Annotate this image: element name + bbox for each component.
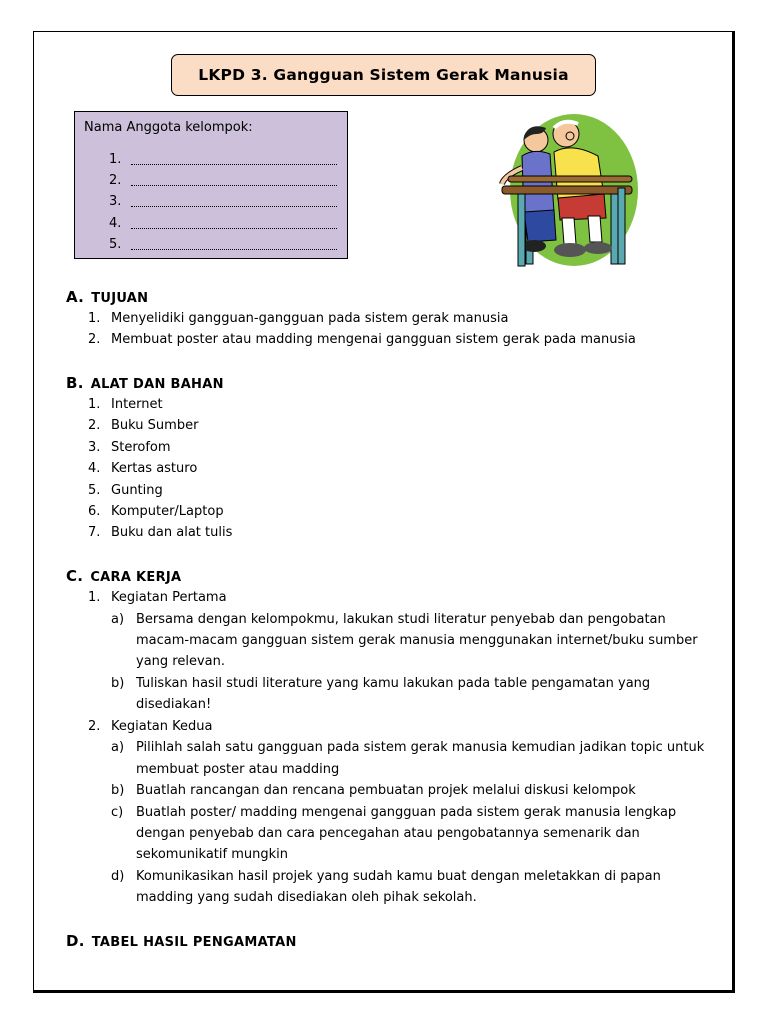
section-title: CARA KERJA bbox=[90, 570, 182, 585]
step-text: membuat poster atau madding bbox=[136, 762, 340, 777]
member-line[interactable] bbox=[109, 194, 337, 212]
section-letter: A. bbox=[66, 288, 85, 306]
item-number: 7. bbox=[88, 525, 101, 540]
item-number: 1. bbox=[88, 590, 101, 605]
members-label: Nama Anggota kelompok: bbox=[84, 120, 253, 135]
member-dotted-line bbox=[131, 185, 337, 186]
member-number: 5. bbox=[109, 237, 122, 252]
member-dotted-line bbox=[131, 206, 337, 207]
title-text: LKPD 3. Gangguan Sistem Gerak Manusia bbox=[198, 66, 569, 84]
member-line[interactable] bbox=[109, 152, 337, 170]
step-text: dengan penyebab dan cara pencegahan atau pengobatannya semenarik dan bbox=[136, 826, 640, 841]
item-number: 3. bbox=[88, 440, 101, 455]
list-item bbox=[88, 332, 100, 347]
member-dotted-line bbox=[131, 228, 337, 229]
list-item-text: Komputer/Laptop bbox=[111, 504, 224, 519]
step-text: Komunikasikan hasil projek yang sudah kamu buat dengan meletakkan di papan bbox=[136, 869, 661, 884]
step-text: Tuliskan hasil studi literature yang kamu lakukan pada table pengamatan yang bbox=[136, 676, 651, 691]
member-number: 4. bbox=[109, 216, 122, 231]
list-item-text: Menyelidiki gangguan-gangguan pada sistem gerak manusia bbox=[111, 311, 509, 326]
step-text: madding yang sudah disediakan oleh pihak sekolah. bbox=[136, 890, 477, 905]
section-letter: D. bbox=[66, 932, 85, 950]
item-number: 1. bbox=[88, 311, 101, 326]
section-title: TABEL HASIL PENGAMATAN bbox=[91, 935, 297, 950]
step-marker: c) bbox=[111, 805, 124, 820]
step-marker: b) bbox=[111, 783, 125, 798]
member-dotted-line bbox=[131, 249, 337, 250]
member-dotted-line bbox=[131, 164, 337, 165]
section-a-heading bbox=[66, 288, 148, 306]
activity-title: Kegiatan Kedua bbox=[111, 719, 213, 734]
section-b-heading bbox=[66, 374, 224, 392]
section-c-heading bbox=[66, 567, 181, 585]
step-marker: b) bbox=[111, 676, 125, 691]
group-members-box bbox=[74, 111, 348, 259]
step-text: yang relevan. bbox=[136, 654, 225, 669]
section-title: ALAT DAN BAHAN bbox=[90, 377, 224, 392]
step-text: sekomunikatif mungkin bbox=[136, 847, 289, 862]
member-number: 1. bbox=[109, 152, 122, 167]
section-letter: B. bbox=[66, 374, 84, 392]
list-item-text: Gunting bbox=[111, 483, 163, 498]
step-text: disediakan! bbox=[136, 697, 212, 712]
activity-title: Kegiatan Pertama bbox=[111, 590, 227, 605]
step-text: Buatlah poster/ madding mengenai gangguan pada sistem gerak manusia lengkap bbox=[136, 805, 677, 820]
member-number: 2. bbox=[109, 173, 122, 188]
list-item-text: Buku Sumber bbox=[111, 418, 199, 433]
section-d-heading bbox=[66, 932, 297, 950]
document-title bbox=[171, 54, 596, 96]
item-number: 2. bbox=[88, 332, 101, 347]
item-number: 5. bbox=[88, 483, 101, 498]
member-line[interactable] bbox=[109, 173, 337, 191]
step-marker: a) bbox=[111, 612, 125, 627]
list-item bbox=[88, 311, 100, 326]
member-number: 3. bbox=[109, 194, 122, 209]
list-item-text: Buku dan alat tulis bbox=[111, 525, 233, 540]
step-text: macam-macam gangguan sistem gerak manusia menggunakan internet/buku sumber bbox=[136, 633, 698, 648]
item-number: 1. bbox=[88, 397, 101, 412]
item-number: 4. bbox=[88, 461, 101, 476]
list-item-text: Membuat poster atau madding mengenai gangguan sistem gerak pada manusia bbox=[111, 332, 636, 347]
step-text: Pilihlah salah satu gangguan pada sistem gerak manusia kemudian jadikan topic untuk bbox=[136, 740, 705, 755]
section-letter: C. bbox=[66, 567, 84, 585]
step-marker: d) bbox=[111, 869, 125, 884]
section-title: TUJUAN bbox=[91, 291, 149, 306]
member-line[interactable] bbox=[109, 237, 337, 255]
physical-therapy-illustration bbox=[494, 112, 640, 270]
list-item-text: Internet bbox=[111, 397, 163, 412]
item-number: 2. bbox=[88, 418, 101, 433]
member-line[interactable] bbox=[109, 216, 337, 234]
step-text: Bersama dengan kelompokmu, lakukan studi literatur penyebab dan pengobatan bbox=[136, 612, 666, 627]
list-item-text: Kertas asturo bbox=[111, 461, 198, 476]
step-text: Buatlah rancangan dan rencana pembuatan projek melalui diskusi kelompok bbox=[136, 783, 636, 798]
item-number: 2. bbox=[88, 719, 101, 734]
item-number: 6. bbox=[88, 504, 101, 519]
list-item-text: Sterofom bbox=[111, 440, 171, 455]
step-marker: a) bbox=[111, 740, 125, 755]
